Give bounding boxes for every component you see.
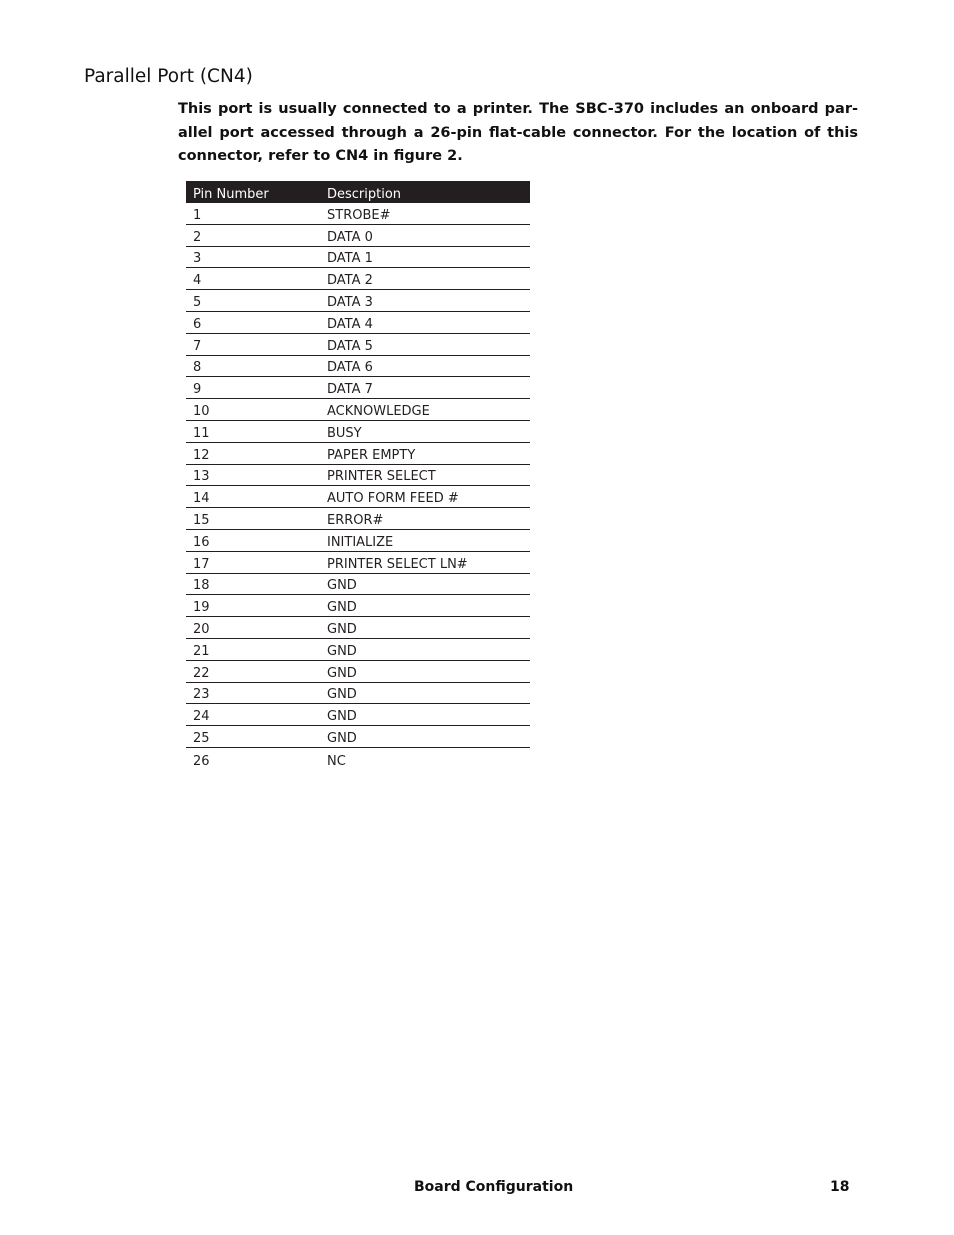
description-cell: DATA 0: [327, 229, 373, 245]
table-row: [186, 639, 530, 661]
pin-number-cell: 14: [193, 491, 210, 507]
description-cell: GND: [327, 600, 357, 616]
pin-number-cell: 8: [193, 360, 202, 376]
table-row: [186, 748, 530, 770]
description-cell: GND: [327, 730, 357, 746]
description-cell: DATA 6: [327, 360, 373, 376]
description-cell: PRINTER SELECT: [327, 469, 436, 485]
table-row: [186, 399, 530, 421]
description-cell: GND: [327, 643, 357, 659]
description-cell: GND: [327, 578, 357, 594]
pin-number-cell: 25: [193, 730, 210, 746]
table-row: [186, 683, 530, 705]
footer-chapter: Board Configuration: [414, 1179, 574, 1195]
description-cell: DATA 3: [327, 294, 373, 310]
table-row: [186, 552, 530, 574]
pin-number-cell: 5: [193, 294, 202, 310]
description-cell: PRINTER SELECT LN#: [327, 556, 468, 572]
table-row: [186, 443, 530, 465]
table-row: [186, 334, 530, 356]
description-cell: GND: [327, 709, 357, 725]
description-cell: INITIALIZE: [327, 534, 394, 550]
pin-number-cell: 2: [193, 229, 202, 245]
description-cell: GND: [327, 687, 357, 703]
table-row: [186, 661, 530, 683]
pin-number-cell: 17: [193, 556, 210, 572]
pin-number-cell: 19: [193, 600, 210, 616]
table-row: [186, 268, 530, 290]
description-cell: DATA 7: [327, 382, 373, 398]
table-row: [186, 290, 530, 312]
table-row: [186, 421, 530, 443]
pin-number-cell: 7: [193, 338, 202, 354]
pin-number-cell: 10: [193, 403, 210, 419]
description-cell: ERROR#: [327, 512, 384, 528]
table-row: [186, 203, 530, 225]
pin-number-cell: 15: [193, 512, 210, 528]
table-row: [186, 530, 530, 552]
description-cell: DATA 2: [327, 273, 373, 289]
table-row: [186, 508, 530, 530]
description-cell: PAPER EMPTY: [327, 447, 416, 463]
header-description: Description: [327, 187, 402, 202]
description-cell: AUTO FORM FEED #: [327, 491, 459, 507]
table-row: [186, 247, 530, 269]
table-row: [186, 486, 530, 508]
table-row: [186, 312, 530, 334]
pin-number-cell: 20: [193, 621, 210, 637]
description-cell: BUSY: [327, 425, 362, 441]
table-row: [186, 726, 530, 748]
pin-number-cell: 16: [193, 534, 210, 550]
description-cell: STROBE#: [327, 207, 391, 223]
pin-number-cell: 12: [193, 447, 210, 463]
pin-number-cell: 3: [193, 251, 202, 267]
table-row: [186, 704, 530, 726]
table-header: [186, 181, 530, 203]
description-cell: NC: [327, 753, 346, 769]
table-row: [186, 377, 530, 399]
description-cell: DATA 4: [327, 316, 373, 332]
table-row: [186, 225, 530, 247]
section-title: Parallel Port (CN4): [84, 66, 253, 87]
pin-number-cell: 4: [193, 273, 202, 289]
pin-number-cell: 6: [193, 316, 202, 332]
description-cell: GND: [327, 621, 357, 637]
table-row: [186, 574, 530, 596]
description-cell: DATA 1: [327, 251, 373, 267]
table-row: [186, 465, 530, 487]
pin-number-cell: 22: [193, 665, 210, 681]
description-cell: ACKNOWLEDGE: [327, 403, 430, 419]
pin-number-cell: 21: [193, 643, 210, 659]
table-row: [186, 595, 530, 617]
pin-number-cell: 13: [193, 469, 210, 485]
pin-number-cell: 9: [193, 382, 202, 398]
page-number: 18: [830, 1179, 850, 1195]
intro-paragraph: This port is usually connected to a printer. The SBC-370 includes an onboard par-allel port accessed through a 26-pin flat-cable connector. For the location of this connector, refer to CN4 in figure 2.: [178, 101, 858, 164]
pin-number-cell: 18: [193, 578, 210, 594]
pin-table: [186, 181, 530, 770]
header-pin-number: Pin Number: [193, 187, 269, 202]
table-row: [186, 617, 530, 639]
description-cell: DATA 5: [327, 338, 373, 354]
pin-number-cell: 23: [193, 687, 210, 703]
pin-number-cell: 26: [193, 753, 210, 769]
pin-number-cell: 24: [193, 709, 210, 725]
table-body: [186, 203, 530, 770]
table-row: [186, 356, 530, 378]
pin-number-cell: 11: [193, 425, 210, 441]
description-cell: GND: [327, 665, 357, 681]
pin-number-cell: 1: [193, 207, 202, 223]
